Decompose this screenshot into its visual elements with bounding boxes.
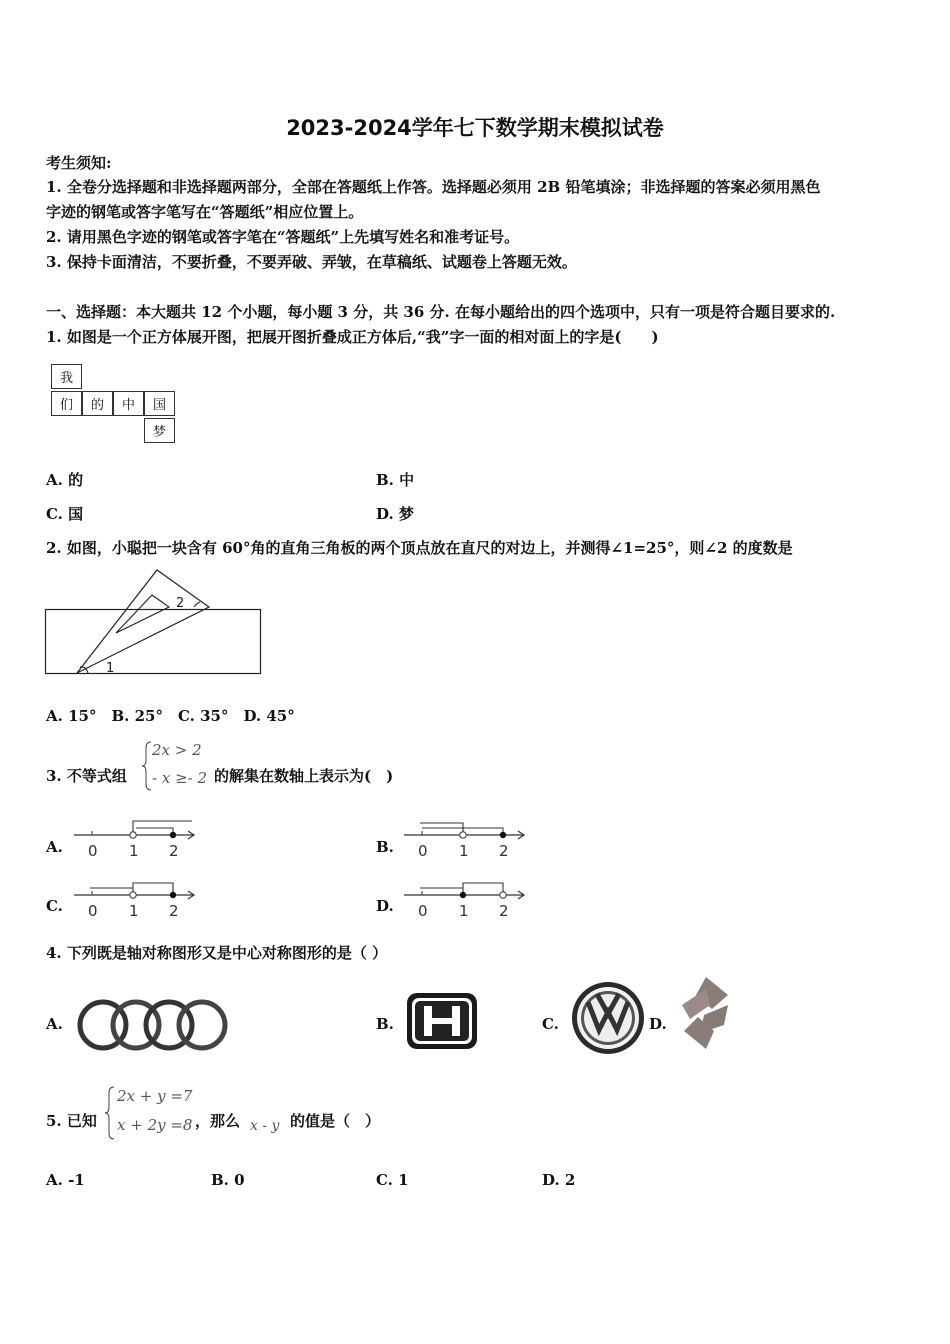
q5-stem-mid: ，那么 — [195, 1112, 241, 1130]
tick-label: 0 — [88, 902, 98, 920]
q3-option-b[interactable]: B. — [376, 838, 394, 856]
q5-option-c[interactable]: C. 1 — [376, 1171, 409, 1189]
equation-1: 2x + y =7 — [117, 1087, 193, 1105]
inequality-1: 2x > 2 — [152, 741, 202, 759]
q2-stem: 2. 如图，小聪把一块含有 60°角的直角三角板的两个顶点放在直尺的对边上，并测得∠1=25°，则∠2 的度数是 — [46, 539, 793, 557]
q5-option-b[interactable]: B. 0 — [211, 1171, 245, 1189]
q4-option-d[interactable]: D. — [649, 1015, 667, 1033]
four-rings-logo-icon[interactable] — [74, 997, 230, 1053]
number-line-d[interactable] — [400, 878, 530, 920]
number-line-a[interactable] — [70, 818, 200, 860]
tick-label: 2 — [169, 902, 179, 920]
q4-option-b[interactable]: B. — [376, 1015, 394, 1033]
tick-label: 0 — [418, 902, 428, 920]
brace-icon — [103, 1085, 117, 1141]
q2-options[interactable]: A. 15° B. 25° C. 35° D. 45° — [46, 707, 295, 725]
angle-2-label: 2 — [176, 596, 185, 611]
q1-option-d[interactable]: D. 梦 — [376, 505, 414, 523]
q3-stem-pre: 3. 不等式组 — [46, 767, 127, 785]
tick-label: 0 — [418, 842, 428, 860]
tick-label: 1 — [129, 902, 139, 920]
tick-label: 1 — [459, 842, 469, 860]
notice-item-3: 3. 保持卡面清洁，不要折叠，不要弄破、弄皱，在草稿纸、试题卷上答题无效。 — [46, 253, 577, 271]
s-diamond-logo-icon[interactable] — [676, 975, 734, 1051]
tick-label: 0 — [88, 842, 98, 860]
q5-option-d[interactable]: D. 2 — [542, 1171, 576, 1189]
number-line-c[interactable] — [70, 878, 200, 920]
h-emblem-logo-icon[interactable] — [405, 991, 479, 1051]
angle-1-label: 1 — [106, 661, 115, 676]
vw-circle-logo-icon[interactable] — [570, 980, 646, 1056]
net-cell: 中 — [113, 391, 144, 416]
tick-label: 2 — [499, 902, 509, 920]
q3-option-d[interactable]: D. — [376, 897, 394, 915]
tick-label: 2 — [499, 842, 509, 860]
q4-option-a[interactable]: A. — [46, 1015, 63, 1033]
q1-stem: 1. 如图是一个正方体展开图，把展开图折叠成正方体后,“我”字一面的相对面上的字是( ) — [46, 328, 659, 346]
notice-item-1b: 字迹的钢笔或答字笔写在“答题纸”相应位置上。 — [46, 203, 364, 221]
q4-option-c[interactable]: C. — [542, 1015, 559, 1033]
net-cell: 国 — [144, 391, 175, 416]
q1-option-a[interactable]: A. 的 — [46, 471, 84, 489]
tick-label: 1 — [459, 902, 469, 920]
q5-stem-pre: 5. 已知 — [46, 1112, 97, 1130]
q5-stem-post: 的值是（ ） — [290, 1112, 381, 1130]
tick-label: 2 — [169, 842, 179, 860]
tick-label: 1 — [129, 842, 139, 860]
q3-option-c[interactable]: C. — [46, 897, 63, 915]
inequality-2: - x ≥- 2 — [152, 769, 208, 787]
notice-item-1a: 1. 全卷分选择题和非选择题两部分，全部在答题纸上作答。选择题必须用 2B 铅笔填涂；非选择题的答案必须用黑色 — [46, 178, 821, 196]
section-heading: 一、选择题：本大题共 12 个小题，每小题 3 分，共 36 分. 在每小题给出的四个选项中，只有一项是符合题目要求的. — [46, 303, 836, 321]
notice-item-2: 2. 请用黑色字迹的钢笔或答字笔在“答题纸”上先填写姓名和准考证号。 — [46, 228, 520, 246]
expression-x-minus-y: x - y — [250, 1118, 280, 1134]
q3-option-a[interactable]: A. — [46, 838, 63, 856]
number-line-b[interactable] — [400, 818, 530, 860]
net-cell: 我 — [51, 364, 82, 389]
page-title: 2023-2024学年七下数学期末模拟试卷 — [286, 116, 664, 140]
net-cell: 梦 — [144, 418, 175, 443]
equation-2: x + 2y =8 — [117, 1116, 193, 1134]
q4-stem: 4. 下列既是轴对称图形又是中心对称图形的是（ ） — [46, 944, 388, 962]
q1-option-c[interactable]: C. 国 — [46, 505, 84, 523]
ruler-triangle-figure — [44, 566, 266, 678]
net-cell: 的 — [82, 391, 113, 416]
net-cell: 们 — [51, 391, 82, 416]
q3-stem-post: 的解集在数轴上表示为( ) — [214, 767, 394, 785]
q5-option-a[interactable]: A. -1 — [46, 1171, 85, 1189]
notice-heading: 考生须知: — [46, 154, 112, 172]
q1-option-b[interactable]: B. 中 — [376, 471, 415, 489]
